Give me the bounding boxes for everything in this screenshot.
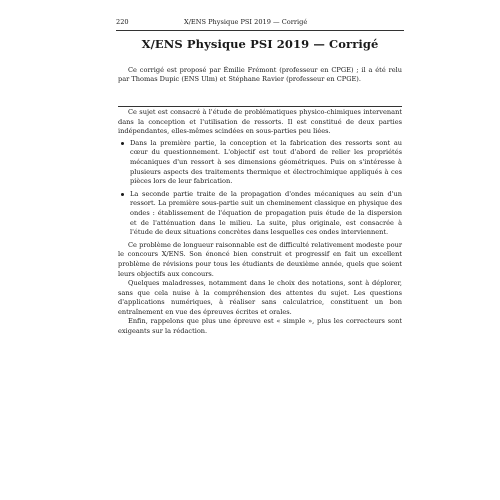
- page-number: 220: [116, 18, 129, 26]
- parts-list: [118, 139, 402, 238]
- list-item-text: Dans la première partie, la conception et la fabrication des ressorts sont au cœur du questionnement. L'objectif est tout d'abord de relier les propriétés mécaniques d'un ressort à ses dimensions géométriques. Puis on s'intéresse à plusieurs aspects des traitements thermique et électrochimique appliqués à ces pièces lors de leur fabrication.: [130, 138, 402, 186]
- paragraph-subject: Ce sujet est consacré à l'étude de problématiques physico-chimiques intervenant dans la conception et l'utilisation de ressorts. Il est constitué de deux parties indépendantes, elles-mêmes scindées en sous-parties peu liées.: [118, 108, 402, 136]
- body-text: [118, 108, 402, 337]
- paragraph-difficulty: Ce problème de longueur raisonnable est de difficulté relativement modeste pour le concours X/ENS. Son énoncé bien construit et progressif en fait un excellent problème de révisions pour tous les étudiants de deuxième année, quels que soient leurs objectifs aux concours.: [118, 240, 402, 278]
- paragraph-remarks: Quelques maladresses, notamment dans le choix des notations, sont à déplorer, sans que cela nuise à la compréhension des attentes du sujet. Les questions d'applications numériques, à réaliser sans calculatrice, constituent un bon entraînement en vue des épreuves écrites et orales.: [118, 279, 402, 316]
- list-item: [130, 139, 402, 187]
- running-header: [116, 16, 404, 31]
- bullet-icon: [121, 142, 124, 145]
- page-title: X/ENS Physique PSI 2019 — Corrigé: [141, 37, 379, 51]
- list-item-text: La seconde partie traite de la propagation d'ondes mécaniques au sein d'un ressort. La première sous-partie suit un cheminement classique en physique des ondes : établissement de l'équation de propagation puis étude de la dispersion et de l'atténuation dans le milieu. La suite, plus originale, est consacrée à l'étude de deux situations concrètes dans lesquelles ces ondes interviennent.: [130, 189, 402, 237]
- list-item: [130, 190, 402, 238]
- intro-paragraph: Ce corrigé est proposé par Émilie Frémont (professeur en CPGE) ; il a été relu par Thomas Dupic (ENS Ulm) et Stéphane Ravier (professeur en CPGE).: [118, 66, 402, 84]
- bullet-icon: [121, 193, 124, 196]
- running-title: X/ENS Physique PSI 2019 — Corrigé: [184, 18, 308, 26]
- divider: [118, 106, 402, 107]
- paragraph-conclusion: Enfin, rappelons que plus une épreuve est « simple », plus les correcteurs sont exigeants sur la rédaction.: [118, 317, 402, 336]
